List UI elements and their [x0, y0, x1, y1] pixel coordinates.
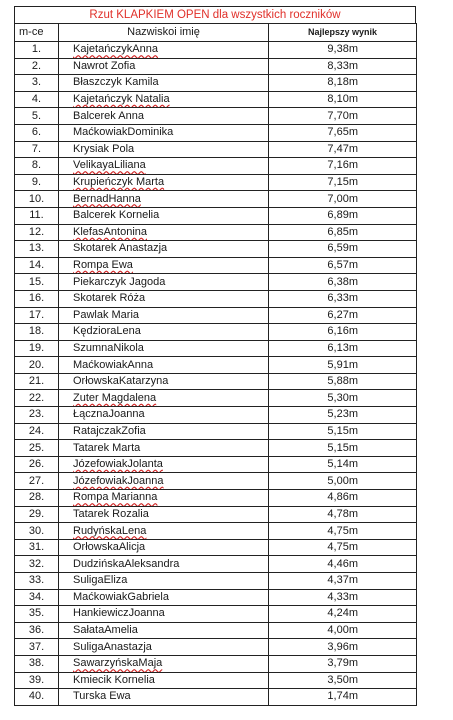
row-result: 8,18m: [269, 75, 417, 92]
row-result: 6,85m: [269, 224, 417, 241]
table-row: [15, 75, 417, 92]
row-name: [59, 490, 269, 507]
row-result: 7,15m: [269, 174, 417, 191]
row-result: 4,46m: [269, 556, 417, 573]
row-name-text: Krysiak Pola: [73, 142, 135, 155]
row-result: 6,57m: [269, 257, 417, 274]
row-name: [59, 473, 269, 490]
row-place: 32.: [15, 556, 59, 573]
row-result: 5,15m: [269, 440, 417, 457]
row-name: [59, 224, 269, 241]
row-name-text: Rompa Ewa: [73, 259, 133, 272]
row-name-text: Skotarek Róża: [73, 292, 146, 305]
sheet-title: Rzut KLAPKIEM OPEN dla wszystkich roczników: [14, 6, 416, 23]
row-name-text: KędzioraLena: [73, 325, 141, 338]
row-name: [59, 207, 269, 224]
table-row: [15, 357, 417, 374]
table-row: [15, 490, 417, 507]
row-result: 5,23m: [269, 407, 417, 424]
row-name: [59, 440, 269, 457]
row-place: 28.: [15, 490, 59, 507]
table-row: [15, 108, 417, 125]
row-result: 3,96m: [269, 639, 417, 656]
row-name: [59, 390, 269, 407]
row-name: [59, 174, 269, 191]
row-name-text: KlefasAntonina: [73, 225, 147, 238]
row-name: [59, 141, 269, 158]
header-place: m-ce: [15, 24, 59, 42]
row-name-text: SuligaAnastazja: [73, 640, 152, 653]
table-row: [15, 407, 417, 424]
table-row: [15, 672, 417, 689]
table-row: [15, 174, 417, 191]
row-result: 5,91m: [269, 357, 417, 374]
row-place: 3.: [15, 75, 59, 92]
row-name: [59, 573, 269, 590]
row-place: 26.: [15, 456, 59, 473]
table-row: [15, 207, 417, 224]
row-place: 14.: [15, 257, 59, 274]
row-result: 4,37m: [269, 573, 417, 590]
row-name: [59, 340, 269, 357]
row-name-text: RudyńskaLena: [73, 524, 147, 537]
row-name-text: Kajetańczyk Natalia: [73, 93, 170, 106]
row-result: 5,88m: [269, 373, 417, 390]
table-row: [15, 589, 417, 606]
row-place: 38.: [15, 655, 59, 672]
row-result: 7,16m: [269, 158, 417, 175]
row-name: [59, 257, 269, 274]
table-row: [15, 324, 417, 341]
table-row: [15, 655, 417, 672]
table-row: [15, 224, 417, 241]
table-row: [15, 423, 417, 440]
row-name: [59, 158, 269, 175]
row-result: 6,38m: [269, 274, 417, 291]
row-name: [59, 290, 269, 307]
row-name-text: KajetańczykAnna: [73, 43, 158, 56]
row-name-text: Zuter Magdalena: [73, 391, 157, 404]
row-result: 4,24m: [269, 606, 417, 623]
row-name-text: Błaszczyk Kamila: [73, 76, 159, 89]
row-place: 8.: [15, 158, 59, 175]
header-name: Nazwiskoi imię: [59, 24, 269, 42]
table-row: [15, 191, 417, 208]
row-result: 6,16m: [269, 324, 417, 341]
row-name: [59, 58, 269, 75]
row-place: 7.: [15, 141, 59, 158]
row-place: 2.: [15, 58, 59, 75]
row-name-text: JózefowiakJolanta: [73, 458, 163, 471]
row-place: 19.: [15, 340, 59, 357]
row-name-text: Rompa Marianna: [73, 491, 158, 504]
row-place: 16.: [15, 290, 59, 307]
row-place: 20.: [15, 357, 59, 374]
table-row: [15, 456, 417, 473]
row-place: 18.: [15, 324, 59, 341]
row-name: [59, 357, 269, 374]
table-row: [15, 440, 417, 457]
row-name-text: Piekarczyk Jagoda: [73, 275, 166, 288]
row-result: 7,65m: [269, 124, 417, 141]
table-row: [15, 91, 417, 108]
row-result: 4,00m: [269, 622, 417, 639]
row-name: [59, 689, 269, 706]
row-result: 7,70m: [269, 108, 417, 125]
row-name: [59, 539, 269, 556]
row-name-text: Pawlak Maria: [73, 308, 140, 321]
row-name-text: SawarzyńskaMaja: [73, 657, 163, 670]
table-row: [15, 274, 417, 291]
row-name: [59, 191, 269, 208]
row-name-text: SałataAmelia: [73, 624, 138, 637]
row-name: [59, 108, 269, 125]
table-row: [15, 241, 417, 258]
table-row: [15, 373, 417, 390]
row-place: 5.: [15, 108, 59, 125]
row-name: [59, 91, 269, 108]
row-place: 17.: [15, 307, 59, 324]
row-name: [59, 622, 269, 639]
row-result: 6,13m: [269, 340, 417, 357]
row-place: 24.: [15, 423, 59, 440]
row-name-text: SuligaEliza: [73, 574, 128, 587]
row-name: [59, 124, 269, 141]
table-row: [15, 606, 417, 623]
row-name-text: MaćkowiakDominika: [73, 126, 174, 139]
row-name: [59, 75, 269, 92]
row-result: 4,86m: [269, 490, 417, 507]
table-row: [15, 307, 417, 324]
results-body: [15, 42, 417, 706]
row-name-text: VelikayaLiliana: [73, 159, 146, 172]
table-row: [15, 340, 417, 357]
row-place: 27.: [15, 473, 59, 490]
table-row: [15, 639, 417, 656]
row-place: 31.: [15, 539, 59, 556]
row-place: 39.: [15, 672, 59, 689]
row-name: [59, 589, 269, 606]
table-row: [15, 573, 417, 590]
row-name-text: MaćkowiakAnna: [73, 358, 154, 371]
row-result: 9,38m: [269, 42, 417, 59]
row-name: [59, 639, 269, 656]
row-place: 37.: [15, 639, 59, 656]
row-name-text: OrłowskaKatarzyna: [73, 375, 169, 388]
row-result: 4,75m: [269, 539, 417, 556]
row-name-text: BernadHanna: [73, 192, 141, 205]
row-place: 34.: [15, 589, 59, 606]
row-name: [59, 42, 269, 59]
row-name-text: Turska Ewa: [73, 690, 131, 703]
table-row: [15, 556, 417, 573]
row-name-text: JózefowiakJoanna: [73, 474, 164, 487]
row-result: 7,00m: [269, 191, 417, 208]
row-name-text: OrłowskaAlicja: [73, 541, 146, 554]
row-name-text: SzumnaNikola: [73, 341, 144, 354]
row-place: 25.: [15, 440, 59, 457]
row-name: [59, 506, 269, 523]
row-name: [59, 274, 269, 291]
row-place: 22.: [15, 390, 59, 407]
row-name: [59, 672, 269, 689]
row-result: 5,00m: [269, 473, 417, 490]
row-result: 6,89m: [269, 207, 417, 224]
table-row: [15, 539, 417, 556]
row-result: 4,33m: [269, 589, 417, 606]
table-row: [15, 473, 417, 490]
table-row: [15, 390, 417, 407]
row-place: 35.: [15, 606, 59, 623]
table-row: [15, 158, 417, 175]
row-result: 5,14m: [269, 456, 417, 473]
results-sheet: [14, 6, 416, 706]
row-result: 3,79m: [269, 655, 417, 672]
row-place: 4.: [15, 91, 59, 108]
row-result: 5,15m: [269, 423, 417, 440]
row-result: 6,59m: [269, 241, 417, 258]
table-row: [15, 523, 417, 540]
row-result: 3,50m: [269, 672, 417, 689]
row-result: 6,27m: [269, 307, 417, 324]
header-result: Najlepszy wynik: [269, 24, 417, 42]
table-row: [15, 141, 417, 158]
row-name-text: ŁącznaJoanna: [73, 408, 145, 421]
row-name: [59, 373, 269, 390]
row-name-text: Nawrot Zofia: [73, 59, 136, 72]
row-place: 6.: [15, 124, 59, 141]
row-name-text: RatajczakZofia: [73, 424, 146, 437]
results-table: [14, 23, 417, 706]
row-name: [59, 523, 269, 540]
row-name-text: Tatarek Rozalia: [73, 507, 149, 520]
table-row: [15, 689, 417, 706]
row-name-text: Balcerek Anna: [73, 109, 144, 122]
table-row: [15, 124, 417, 141]
row-place: 9.: [15, 174, 59, 191]
row-name: [59, 655, 269, 672]
row-result: 7,47m: [269, 141, 417, 158]
table-row: [15, 290, 417, 307]
row-place: 1.: [15, 42, 59, 59]
row-place: 12.: [15, 224, 59, 241]
row-place: 29.: [15, 506, 59, 523]
row-name-text: MaćkowiakGabriela: [73, 590, 169, 603]
row-result: 4,78m: [269, 506, 417, 523]
table-row: [15, 622, 417, 639]
row-name-text: HankiewiczJoanna: [73, 607, 165, 620]
row-place: 23.: [15, 407, 59, 424]
table-row: [15, 58, 417, 75]
row-result: 8,33m: [269, 58, 417, 75]
row-place: 21.: [15, 373, 59, 390]
header-row: [15, 24, 417, 42]
row-result: 5,30m: [269, 390, 417, 407]
row-name-text: Tatarek Marta: [73, 441, 141, 454]
row-name: [59, 556, 269, 573]
row-place: 36.: [15, 622, 59, 639]
row-place: 40.: [15, 689, 59, 706]
row-place: 13.: [15, 241, 59, 258]
row-name-text: Kmiecik Kornelia: [73, 673, 155, 686]
row-place: 30.: [15, 523, 59, 540]
row-place: 11.: [15, 207, 59, 224]
row-name: [59, 606, 269, 623]
row-result: 1,74m: [269, 689, 417, 706]
row-name: [59, 307, 269, 324]
row-result: 4,75m: [269, 523, 417, 540]
row-name-text: DudzińskaAleksandra: [73, 557, 180, 570]
row-place: 10.: [15, 191, 59, 208]
row-result: 8,10m: [269, 91, 417, 108]
row-place: 15.: [15, 274, 59, 291]
row-name: [59, 423, 269, 440]
row-name-text: Skotarek Anastazja: [73, 242, 168, 255]
row-name-text: Balcerek Kornelia: [73, 209, 160, 222]
row-result: 6,33m: [269, 290, 417, 307]
row-place: 33.: [15, 573, 59, 590]
table-row: [15, 257, 417, 274]
table-row: [15, 506, 417, 523]
row-name-text: Krupieńczyk Marta: [73, 176, 165, 189]
row-name: [59, 324, 269, 341]
row-name: [59, 456, 269, 473]
row-name: [59, 241, 269, 258]
table-row: [15, 42, 417, 59]
row-name: [59, 407, 269, 424]
